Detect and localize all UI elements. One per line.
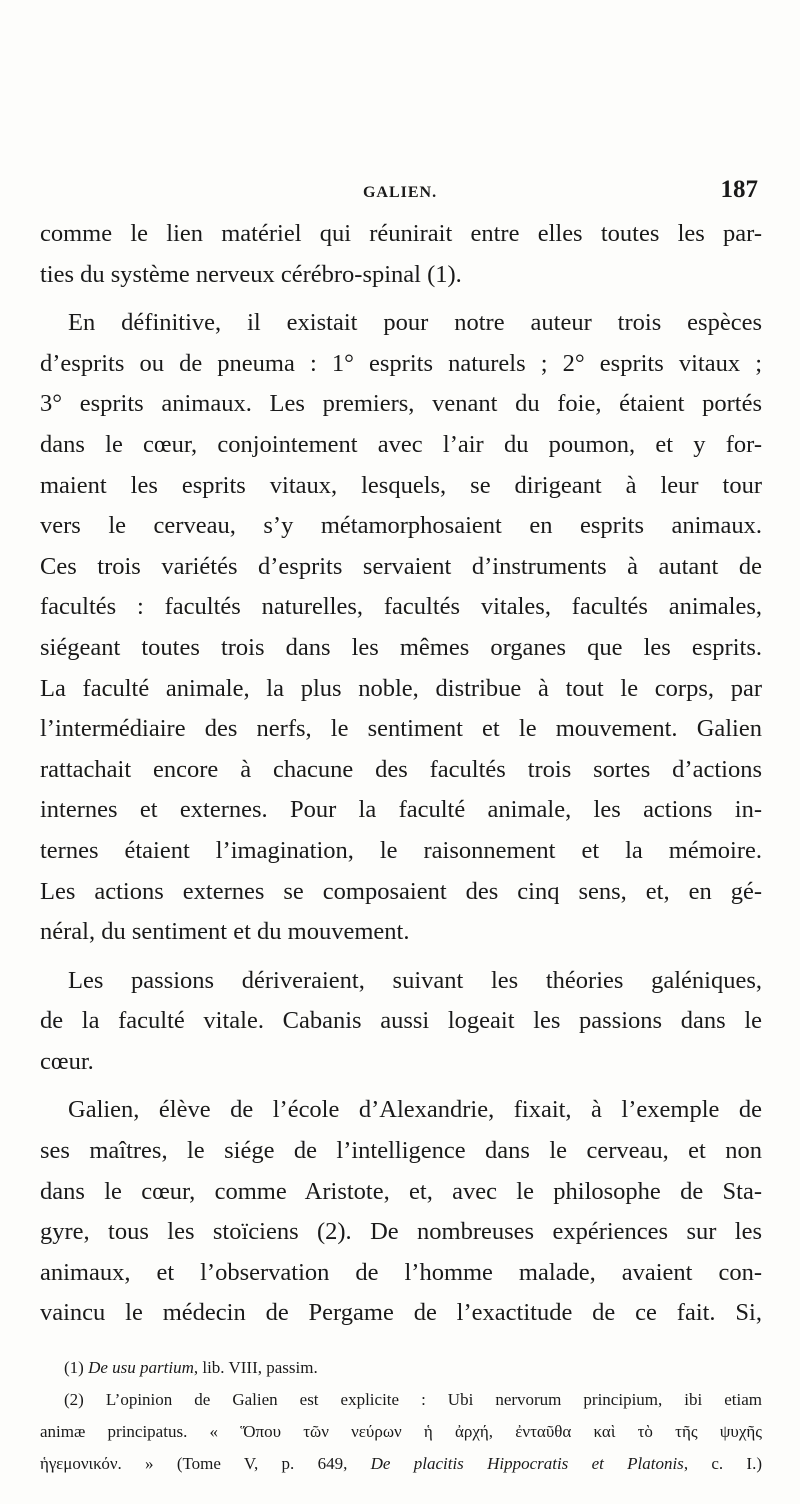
footnote-2-text: , c. I.) xyxy=(683,1454,762,1473)
paragraph-4 xyxy=(40,1090,762,1334)
text-line: d’esprits ou de pneuma : 1° esprits naturels ; 2° esprits vitaux ; xyxy=(40,349,762,377)
text-line: néral, du sentiment et du mouvement. xyxy=(40,918,410,946)
paragraph-1 xyxy=(40,214,762,295)
footnote-2-line xyxy=(40,1448,762,1480)
footnote-2-line: (2) L’opinion de Galien est explicite : Ubi nervorum principium, ibi etiam xyxy=(64,1390,762,1409)
footnote-1 xyxy=(40,1352,762,1384)
text-line: facultés : facultés naturelles, facultés vitales, facultés animales, xyxy=(40,593,762,621)
text-line: dans le cœur, comme Aristote, et, avec le philosophe de Sta- xyxy=(40,1177,762,1205)
text-line: Les actions externes se composaient des cinq sens, et, en gé- xyxy=(40,877,762,905)
text-line: siégeant toutes trois dans les mêmes organes que les esprits. xyxy=(40,633,762,661)
text-line: de la faculté vitale. Cabanis aussi logeait les passions dans le xyxy=(40,1007,762,1035)
text-line: internes et externes. Pour la faculté animale, les actions in- xyxy=(40,796,762,824)
text-line: Les passions dériveraient, suivant les théories galéniques, xyxy=(68,966,762,994)
text-line: ternes étaient l’imagination, le raisonnement et la mémoire. xyxy=(40,836,762,864)
text-line: Ces trois variétés d’esprits servaient d’instruments à autant de xyxy=(40,552,762,580)
paragraph-3 xyxy=(40,961,762,1083)
footnote-marker: (1) xyxy=(64,1358,84,1377)
text-line: ses maîtres, le siége de l’intelligence dans le cerveau, et non xyxy=(40,1137,762,1165)
footnote-2-text: ἡγεμονικόν. » (Tome V, p. 649, xyxy=(40,1454,371,1473)
text-line: vers le cerveau, s’y métamorphosaient en esprits animaux. xyxy=(40,512,762,540)
footnote-2-line: animæ principatus. « Ὅπου τῶν νεύρων ἡ ἀρχή, ἐνταῦθα καὶ τὸ τῆς ψυχῆς xyxy=(40,1422,762,1441)
text-line: animaux, et l’observation de l’homme malade, avaient con- xyxy=(40,1258,762,1286)
footnote-2-work-title: De placitis Hippocratis et Platonis xyxy=(370,1454,684,1473)
text-line: maient les esprits vitaux, lesquels, se dirigeant à leur tour xyxy=(40,471,762,499)
text-line: En définitive, il existait pour notre auteur trois espèces xyxy=(68,309,762,337)
text-line: dans le cœur, conjointement avec l’air du poumon, et y for- xyxy=(40,430,762,458)
footnote-1-title: De usu partium xyxy=(88,1358,194,1377)
page-number: 187 xyxy=(720,176,758,203)
text-line: Galien, élève de l’école d’Alexandrie, fixait, à l’exemple de xyxy=(68,1096,762,1124)
text-line: vaincu le médecin de Pergame de l’exactitude de ce fait. Si, xyxy=(40,1299,762,1327)
paragraph-2 xyxy=(40,303,762,953)
page-header xyxy=(40,176,760,210)
running-title: GALIEN. xyxy=(362,184,438,201)
text-line: l’intermédiaire des nerfs, le sentiment et le mouvement. Galien xyxy=(40,715,762,743)
footnotes xyxy=(40,1352,762,1480)
text-line: gyre, tous les stoïciens (2). De nombreuses expériences sur les xyxy=(40,1218,762,1246)
main-text xyxy=(40,214,762,1334)
text-line: La faculté animale, la plus noble, distribue à tout le corps, par xyxy=(40,674,762,702)
text-line: ties du système nerveux cérébro-spinal (1). xyxy=(40,260,462,288)
text-line: comme le lien matériel qui réunirait entre elles toutes les par- xyxy=(40,220,762,247)
text-line: 3° esprits animaux. Les premiers, venant du foie, étaient portés xyxy=(40,390,762,418)
footnote-1-rest: , lib. VIII, passim. xyxy=(193,1358,318,1377)
text-line: rattachait encore à chacune des facultés trois sortes d’actions xyxy=(40,755,762,783)
text-line: cœur. xyxy=(40,1047,94,1075)
